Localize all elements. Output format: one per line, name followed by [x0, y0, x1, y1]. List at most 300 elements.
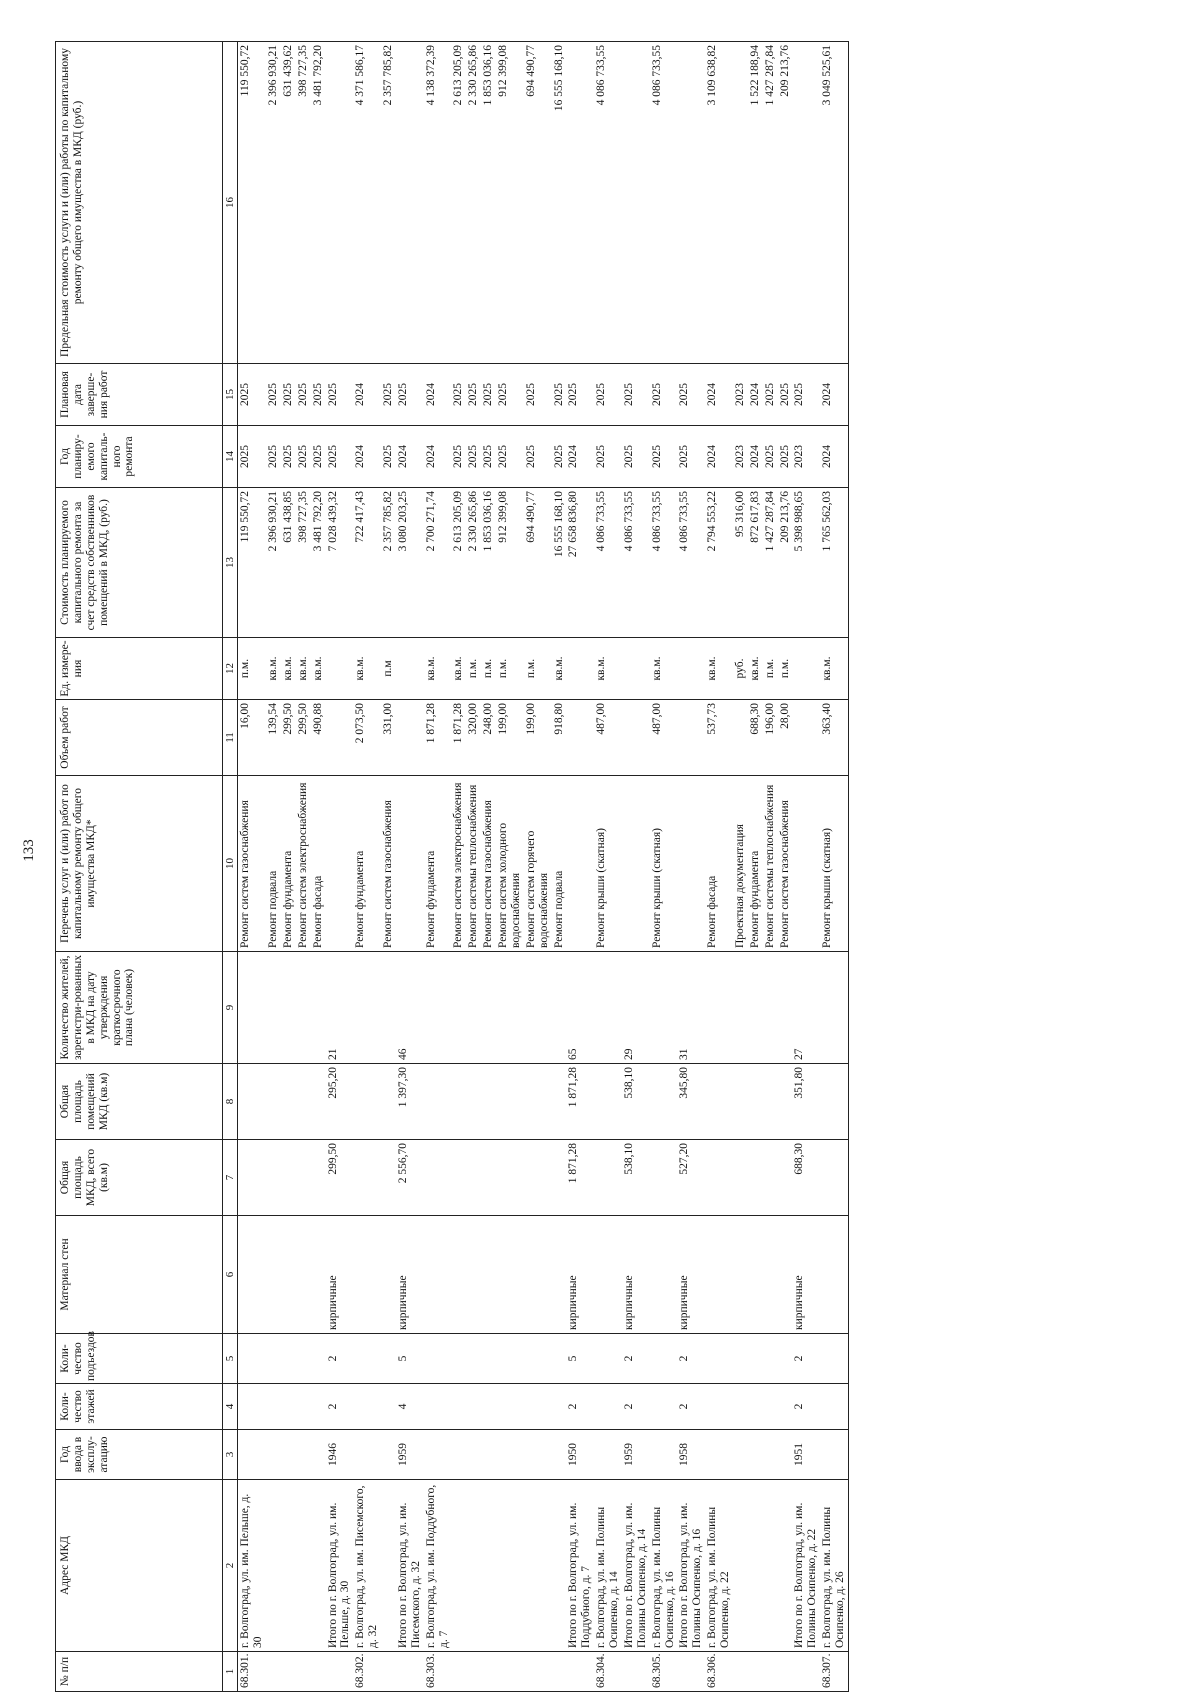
cell-floors	[748, 1384, 763, 1430]
cell-address	[281, 1480, 296, 1652]
cell-limit: 631 439,62	[281, 42, 296, 364]
cell-volume: 16,00	[238, 700, 266, 776]
cell-entrances	[705, 1334, 733, 1384]
cell-volume	[326, 700, 354, 776]
cell-volume: 537,73	[705, 700, 733, 776]
cell-floors	[424, 1384, 452, 1430]
cell-no	[792, 1652, 820, 1692]
cell-end-year: 2025	[466, 364, 481, 426]
cell-no	[524, 1652, 552, 1692]
cell-limit: 4 138 372,39	[424, 42, 452, 364]
column-number: 15	[223, 364, 238, 426]
cell-cost: 2 396 930,21	[266, 488, 281, 638]
cell-address: г. Волгоград, ул. им. Полины Осипенко, д. 22	[705, 1480, 733, 1652]
cell-plan-year: 2025	[650, 426, 678, 488]
cell-no: 68.305.	[650, 1652, 678, 1692]
cell-volume: 331,00	[381, 700, 396, 776]
column-number: 3	[223, 1430, 238, 1480]
cell-cost: 722 417,43	[353, 488, 381, 638]
cell-cost: 3 481 792,20	[311, 488, 326, 638]
cell-plan-year: 2025	[381, 426, 396, 488]
header-cell: Перечень услуг и (или) работ по капитальному ремонту общего имущества МКД*	[56, 776, 223, 952]
cell-walls: кирпичные	[677, 1216, 705, 1334]
cell-floors: 2	[326, 1384, 354, 1430]
cell-plan-year: 2025	[594, 426, 622, 488]
cell-unit: кв.м.	[451, 638, 466, 700]
cell-end-year: 2025	[594, 364, 622, 426]
cell-residents	[296, 952, 311, 1064]
cell-unit: п.м.	[524, 638, 552, 700]
cell-year-built	[381, 1430, 396, 1480]
cell-year-built	[594, 1430, 622, 1480]
cell-area-total	[381, 1140, 396, 1216]
cell-limit: 1 522 188,94	[748, 42, 763, 364]
cell-unit: кв.м.	[820, 638, 848, 700]
cell-area-rooms	[820, 1064, 848, 1140]
cell-residents: 21	[326, 952, 354, 1064]
cell-end-year: 2024	[748, 364, 763, 426]
cell-no: 68.304.	[594, 1652, 622, 1692]
cell-area-rooms: 1 397,30	[396, 1064, 424, 1140]
cell-volume: 363,40	[820, 700, 848, 776]
cell-plan-year: 2025	[496, 426, 524, 488]
cell-unit: кв.м.	[705, 638, 733, 700]
cell-plan-year: 2025	[281, 426, 296, 488]
header-cell: Коли-чество подъездов	[56, 1334, 223, 1384]
cell-cost: 2 700 271,74	[424, 488, 452, 638]
cell-floors	[311, 1384, 326, 1430]
cell-entrances	[594, 1334, 622, 1384]
cell-area-total	[296, 1140, 311, 1216]
cell-entrances	[650, 1334, 678, 1384]
header-cell: Объем работ	[56, 700, 223, 776]
cell-walls	[778, 1216, 793, 1334]
subtotal-row	[566, 42, 594, 1692]
cell-floors	[820, 1384, 848, 1430]
cell-residents: 46	[396, 952, 424, 1064]
cell-floors: 2	[792, 1384, 820, 1430]
cell-walls	[353, 1216, 381, 1334]
cell-end-year: 2025	[650, 364, 678, 426]
cell-limit: 1 853 036,16	[481, 42, 496, 364]
cell-end-year: 2025	[311, 364, 326, 426]
document-sheet	[55, 42, 1163, 1692]
cell-entrances	[748, 1334, 763, 1384]
cell-cost: 119 550,72	[238, 488, 266, 638]
cell-floors	[266, 1384, 281, 1430]
column-number: 11	[223, 700, 238, 776]
cell-address: Итого по г. Волгоград, ул. им. Писемского, д. 32	[396, 1480, 424, 1652]
cell-entrances	[524, 1334, 552, 1384]
cell-area-total	[496, 1140, 524, 1216]
cell-area-rooms	[281, 1064, 296, 1140]
cell-area-rooms	[353, 1064, 381, 1140]
cell-floors: 2	[622, 1384, 650, 1430]
cell-area-rooms	[311, 1064, 326, 1140]
cell-address: г. Волгоград, ул. им. Полины Осипенко, д. 16	[650, 1480, 678, 1652]
cell-area-total	[763, 1140, 778, 1216]
cell-no	[326, 1652, 354, 1692]
cell-end-year: 2024	[353, 364, 381, 426]
cell-cost: 7 028 439,32	[326, 488, 354, 638]
cell-cost: 694 490,77	[524, 488, 552, 638]
cell-year-built: 1951	[792, 1430, 820, 1480]
cell-address: Итого по г. Волгоград, ул. им. Поддубного, д. 7	[566, 1480, 594, 1652]
cell-floors	[466, 1384, 481, 1430]
cell-cost: 2 794 553,22	[705, 488, 733, 638]
cell-year-built	[466, 1430, 481, 1480]
cell-address: г. Волгоград, ул. им. Писемского, д. 32	[353, 1480, 381, 1652]
cell-unit: п.м.	[763, 638, 778, 700]
cell-floors	[296, 1384, 311, 1430]
cell-cost: 872 617,83	[748, 488, 763, 638]
table-row	[763, 42, 778, 1692]
cell-address: г. Волгоград, ул. им. Поддубного, д. 7	[424, 1480, 452, 1652]
cell-area-total	[451, 1140, 466, 1216]
cell-end-year: 2025	[677, 364, 705, 426]
cell-no	[748, 1652, 763, 1692]
table-row	[466, 42, 481, 1692]
column-number: 4	[223, 1384, 238, 1430]
cell-floors	[281, 1384, 296, 1430]
cell-work: Ремонт систем холодного водоснабжения	[496, 776, 524, 952]
cell-plan-year: 2024	[748, 426, 763, 488]
cell-unit: п.м.	[238, 638, 266, 700]
cell-year-built	[481, 1430, 496, 1480]
cell-work	[792, 776, 820, 952]
cell-address	[763, 1480, 778, 1652]
cell-entrances	[552, 1334, 567, 1384]
cell-plan-year: 2025	[622, 426, 650, 488]
cell-residents	[733, 952, 748, 1064]
cell-residents	[424, 952, 452, 1064]
cell-area-total	[733, 1140, 748, 1216]
cell-area-total	[594, 1140, 622, 1216]
cell-area-total	[424, 1140, 452, 1216]
cell-year-built	[296, 1430, 311, 1480]
cell-end-year: 2024	[820, 364, 848, 426]
cell-unit: п.м	[381, 638, 396, 700]
cell-limit: 3 481 792,20	[311, 42, 326, 364]
cell-end-year: 2025	[481, 364, 496, 426]
cell-volume: 199,00	[524, 700, 552, 776]
cell-volume: 139,54	[266, 700, 281, 776]
cell-plan-year: 2025	[552, 426, 567, 488]
cell-unit: кв.м.	[552, 638, 567, 700]
cell-residents	[594, 952, 622, 1064]
table-row	[650, 42, 678, 1692]
cell-plan-year: 2025	[778, 426, 793, 488]
table-row	[552, 42, 567, 1692]
cell-volume	[792, 700, 820, 776]
cell-year-built	[281, 1430, 296, 1480]
column-number: 9	[223, 952, 238, 1064]
header-cell: Ед. измере-ния	[56, 638, 223, 700]
cell-volume: 487,00	[650, 700, 678, 776]
cell-year-built	[552, 1430, 567, 1480]
cell-volume	[733, 700, 748, 776]
cell-unit	[622, 638, 650, 700]
cell-volume: 1 871,28	[451, 700, 466, 776]
cell-walls	[481, 1216, 496, 1334]
page-number: 133	[20, 839, 37, 862]
cell-end-year: 2025	[496, 364, 524, 426]
cell-end-year: 2025	[763, 364, 778, 426]
cell-end-year: 2025	[451, 364, 466, 426]
cell-residents	[266, 952, 281, 1064]
table-row	[451, 42, 466, 1692]
cell-floors	[778, 1384, 793, 1430]
cell-area-rooms	[238, 1064, 266, 1140]
cell-unit	[326, 638, 354, 700]
cell-work: Ремонт систем газоснабжения	[481, 776, 496, 952]
cell-cost: 1 765 562,03	[820, 488, 848, 638]
cell-limit: 694 490,77	[524, 42, 552, 364]
cell-no: 68.302.	[353, 1652, 381, 1692]
cell-residents	[496, 952, 524, 1064]
cell-volume: 28,00	[778, 700, 793, 776]
cell-work	[677, 776, 705, 952]
cell-address	[466, 1480, 481, 1652]
cell-limit: 1 427 287,84	[763, 42, 778, 364]
cell-area-total	[705, 1140, 733, 1216]
cell-plan-year: 2025	[296, 426, 311, 488]
cell-limit: 119 550,72	[238, 42, 266, 364]
cell-volume	[396, 700, 424, 776]
cell-cost: 4 086 733,55	[622, 488, 650, 638]
cell-cost: 95 316,00	[733, 488, 748, 638]
header-cell: Год ввода в эксплу-атацию	[56, 1430, 223, 1480]
cell-floors	[451, 1384, 466, 1430]
cell-limit: 398 727,35	[296, 42, 311, 364]
cell-unit	[792, 638, 820, 700]
cell-residents	[281, 952, 296, 1064]
cell-unit: п.м.	[481, 638, 496, 700]
cell-walls	[451, 1216, 466, 1334]
cell-no	[396, 1652, 424, 1692]
cell-area-rooms	[552, 1064, 567, 1140]
cell-volume: 490,88	[311, 700, 326, 776]
cell-address: г. Волгоград, ул. им. Полины Осипенко, д. 26	[820, 1480, 848, 1652]
cell-no	[266, 1652, 281, 1692]
cell-area-rooms	[296, 1064, 311, 1140]
table-row	[381, 42, 396, 1692]
cell-area-total	[552, 1140, 567, 1216]
cell-work: Ремонт системы теплоснабжения	[763, 776, 778, 952]
cell-address: Итого по г. Волгоград, ул. им. Полины Осипенко, д. 22	[792, 1480, 820, 1652]
cell-year-built	[451, 1430, 466, 1480]
cell-residents	[705, 952, 733, 1064]
column-number-row	[223, 42, 238, 1692]
header-row	[56, 42, 223, 1692]
cell-area-total	[748, 1140, 763, 1216]
cell-area-total	[266, 1140, 281, 1216]
cell-area-rooms: 295,20	[326, 1064, 354, 1140]
cell-no: 68.306.	[705, 1652, 733, 1692]
cell-floors	[594, 1384, 622, 1430]
cell-limit: 209 213,76	[778, 42, 793, 364]
cell-cost: 16 555 168,10	[552, 488, 567, 638]
column-number: 1	[223, 1652, 238, 1692]
cell-plan-year: 2024	[353, 426, 381, 488]
cell-entrances	[763, 1334, 778, 1384]
cell-entrances	[733, 1334, 748, 1384]
cell-entrances: 2	[326, 1334, 354, 1384]
cell-limit: 2 613 205,09	[451, 42, 466, 364]
cell-end-year: 2025	[396, 364, 424, 426]
cell-plan-year: 2025	[677, 426, 705, 488]
cell-entrances: 5	[396, 1334, 424, 1384]
cell-year-built: 1959	[622, 1430, 650, 1480]
cell-limit: 912 399,08	[496, 42, 524, 364]
cell-volume: 299,50	[296, 700, 311, 776]
cell-no	[311, 1652, 326, 1692]
cell-work	[566, 776, 594, 952]
cell-year-built: 1958	[677, 1430, 705, 1480]
cell-work: Ремонт подвала	[266, 776, 281, 952]
table-row	[496, 42, 524, 1692]
cell-entrances	[466, 1334, 481, 1384]
cell-year-built	[424, 1430, 452, 1480]
cell-walls	[238, 1216, 266, 1334]
cell-residents	[381, 952, 396, 1064]
cell-work: Ремонт систем электроснабжения	[451, 776, 466, 952]
cell-area-rooms	[451, 1064, 466, 1140]
cell-floors: 2	[566, 1384, 594, 1430]
cell-unit: кв.м.	[594, 638, 622, 700]
cell-work: Ремонт систем газоснабжения	[778, 776, 793, 952]
cell-floors	[650, 1384, 678, 1430]
cell-area-total	[311, 1140, 326, 1216]
cell-year-built	[820, 1430, 848, 1480]
cell-no	[763, 1652, 778, 1692]
cell-year-built	[748, 1430, 763, 1480]
cell-year-built: 1959	[396, 1430, 424, 1480]
cell-residents	[481, 952, 496, 1064]
cell-residents	[238, 952, 266, 1064]
cell-address	[778, 1480, 793, 1652]
cell-end-year: 2025	[326, 364, 354, 426]
cell-limit	[326, 42, 354, 364]
cell-no	[296, 1652, 311, 1692]
header-cell: Стоимость планируемого капитального ремонта за счет средств собственников помещений в МКД, (руб.)	[56, 488, 223, 638]
cell-residents	[820, 952, 848, 1064]
cell-walls: кирпичные	[622, 1216, 650, 1334]
cell-entrances	[266, 1334, 281, 1384]
cell-unit: п.м.	[778, 638, 793, 700]
cell-walls	[496, 1216, 524, 1334]
cell-end-year: 2025	[381, 364, 396, 426]
column-number: 16	[223, 42, 238, 364]
cell-area-rooms	[496, 1064, 524, 1140]
cell-cost: 4 086 733,55	[650, 488, 678, 638]
cell-address	[524, 1480, 552, 1652]
cell-floors	[238, 1384, 266, 1430]
cell-floors: 2	[677, 1384, 705, 1430]
cell-area-total: 2 556,70	[396, 1140, 424, 1216]
cell-cost: 1 853 036,16	[481, 488, 496, 638]
subtotal-row	[622, 42, 650, 1692]
cell-address	[296, 1480, 311, 1652]
cell-area-rooms: 351,80	[792, 1064, 820, 1140]
cell-limit: 4 371 586,17	[353, 42, 381, 364]
cell-area-rooms	[594, 1064, 622, 1140]
cell-no	[552, 1652, 567, 1692]
cell-no	[496, 1652, 524, 1692]
cell-plan-year: 2025	[451, 426, 466, 488]
cell-volume: 918,80	[552, 700, 567, 776]
cell-end-year: 2024	[424, 364, 452, 426]
cell-work: Ремонт крыши (скатная)	[820, 776, 848, 952]
cell-area-rooms	[748, 1064, 763, 1140]
cell-plan-year: 2025	[524, 426, 552, 488]
table-row	[748, 42, 763, 1692]
cell-residents: 29	[622, 952, 650, 1064]
cell-area-total	[820, 1140, 848, 1216]
column-number: 12	[223, 638, 238, 700]
cell-walls	[266, 1216, 281, 1334]
cell-area-total: 527,20	[677, 1140, 705, 1216]
cell-entrances: 2	[792, 1334, 820, 1384]
cell-work: Ремонт фундамента	[424, 776, 452, 952]
column-number: 7	[223, 1140, 238, 1216]
cell-limit	[792, 42, 820, 364]
cell-walls	[466, 1216, 481, 1334]
cell-walls	[763, 1216, 778, 1334]
cell-limit	[677, 42, 705, 364]
cell-work	[622, 776, 650, 952]
cell-unit: кв.м.	[353, 638, 381, 700]
cell-entrances	[778, 1334, 793, 1384]
cell-residents	[650, 952, 678, 1064]
header-cell: Коли-чество этажей	[56, 1384, 223, 1430]
cell-no	[622, 1652, 650, 1692]
table-row	[481, 42, 496, 1692]
cell-residents	[763, 952, 778, 1064]
cell-address: г. Волгоград, ул. им. Пельше, д. 30	[238, 1480, 266, 1652]
cell-address	[733, 1480, 748, 1652]
cell-cost: 398 727,35	[296, 488, 311, 638]
cell-floors	[353, 1384, 381, 1430]
cell-limit: 3 109 638,82	[705, 42, 733, 364]
table-row	[296, 42, 311, 1692]
cell-end-year: 2023	[733, 364, 748, 426]
cell-walls	[381, 1216, 396, 1334]
cell-area-total: 688,30	[792, 1140, 820, 1216]
cell-entrances	[820, 1334, 848, 1384]
table-row	[524, 42, 552, 1692]
cell-walls	[281, 1216, 296, 1334]
cell-work: Ремонт систем газоснабжения	[238, 776, 266, 952]
cell-walls	[820, 1216, 848, 1334]
cell-end-year: 2024	[705, 364, 733, 426]
header-cell: Адрес МКД	[56, 1480, 223, 1652]
cell-floors	[705, 1384, 733, 1430]
table-row	[353, 42, 381, 1692]
cell-walls	[594, 1216, 622, 1334]
cell-work	[326, 776, 354, 952]
cell-limit: 3 049 525,61	[820, 42, 848, 364]
cell-address: Итого по г. Волгоград, ул. им. Пельше, д. 30	[326, 1480, 354, 1652]
cell-area-total	[466, 1140, 481, 1216]
table-row	[820, 42, 848, 1692]
cell-entrances	[496, 1334, 524, 1384]
cell-cost: 3 080 203,25	[396, 488, 424, 638]
cell-plan-year: 2025	[481, 426, 496, 488]
cell-residents: 27	[792, 952, 820, 1064]
cell-unit: кв.м.	[311, 638, 326, 700]
cell-residents	[311, 952, 326, 1064]
